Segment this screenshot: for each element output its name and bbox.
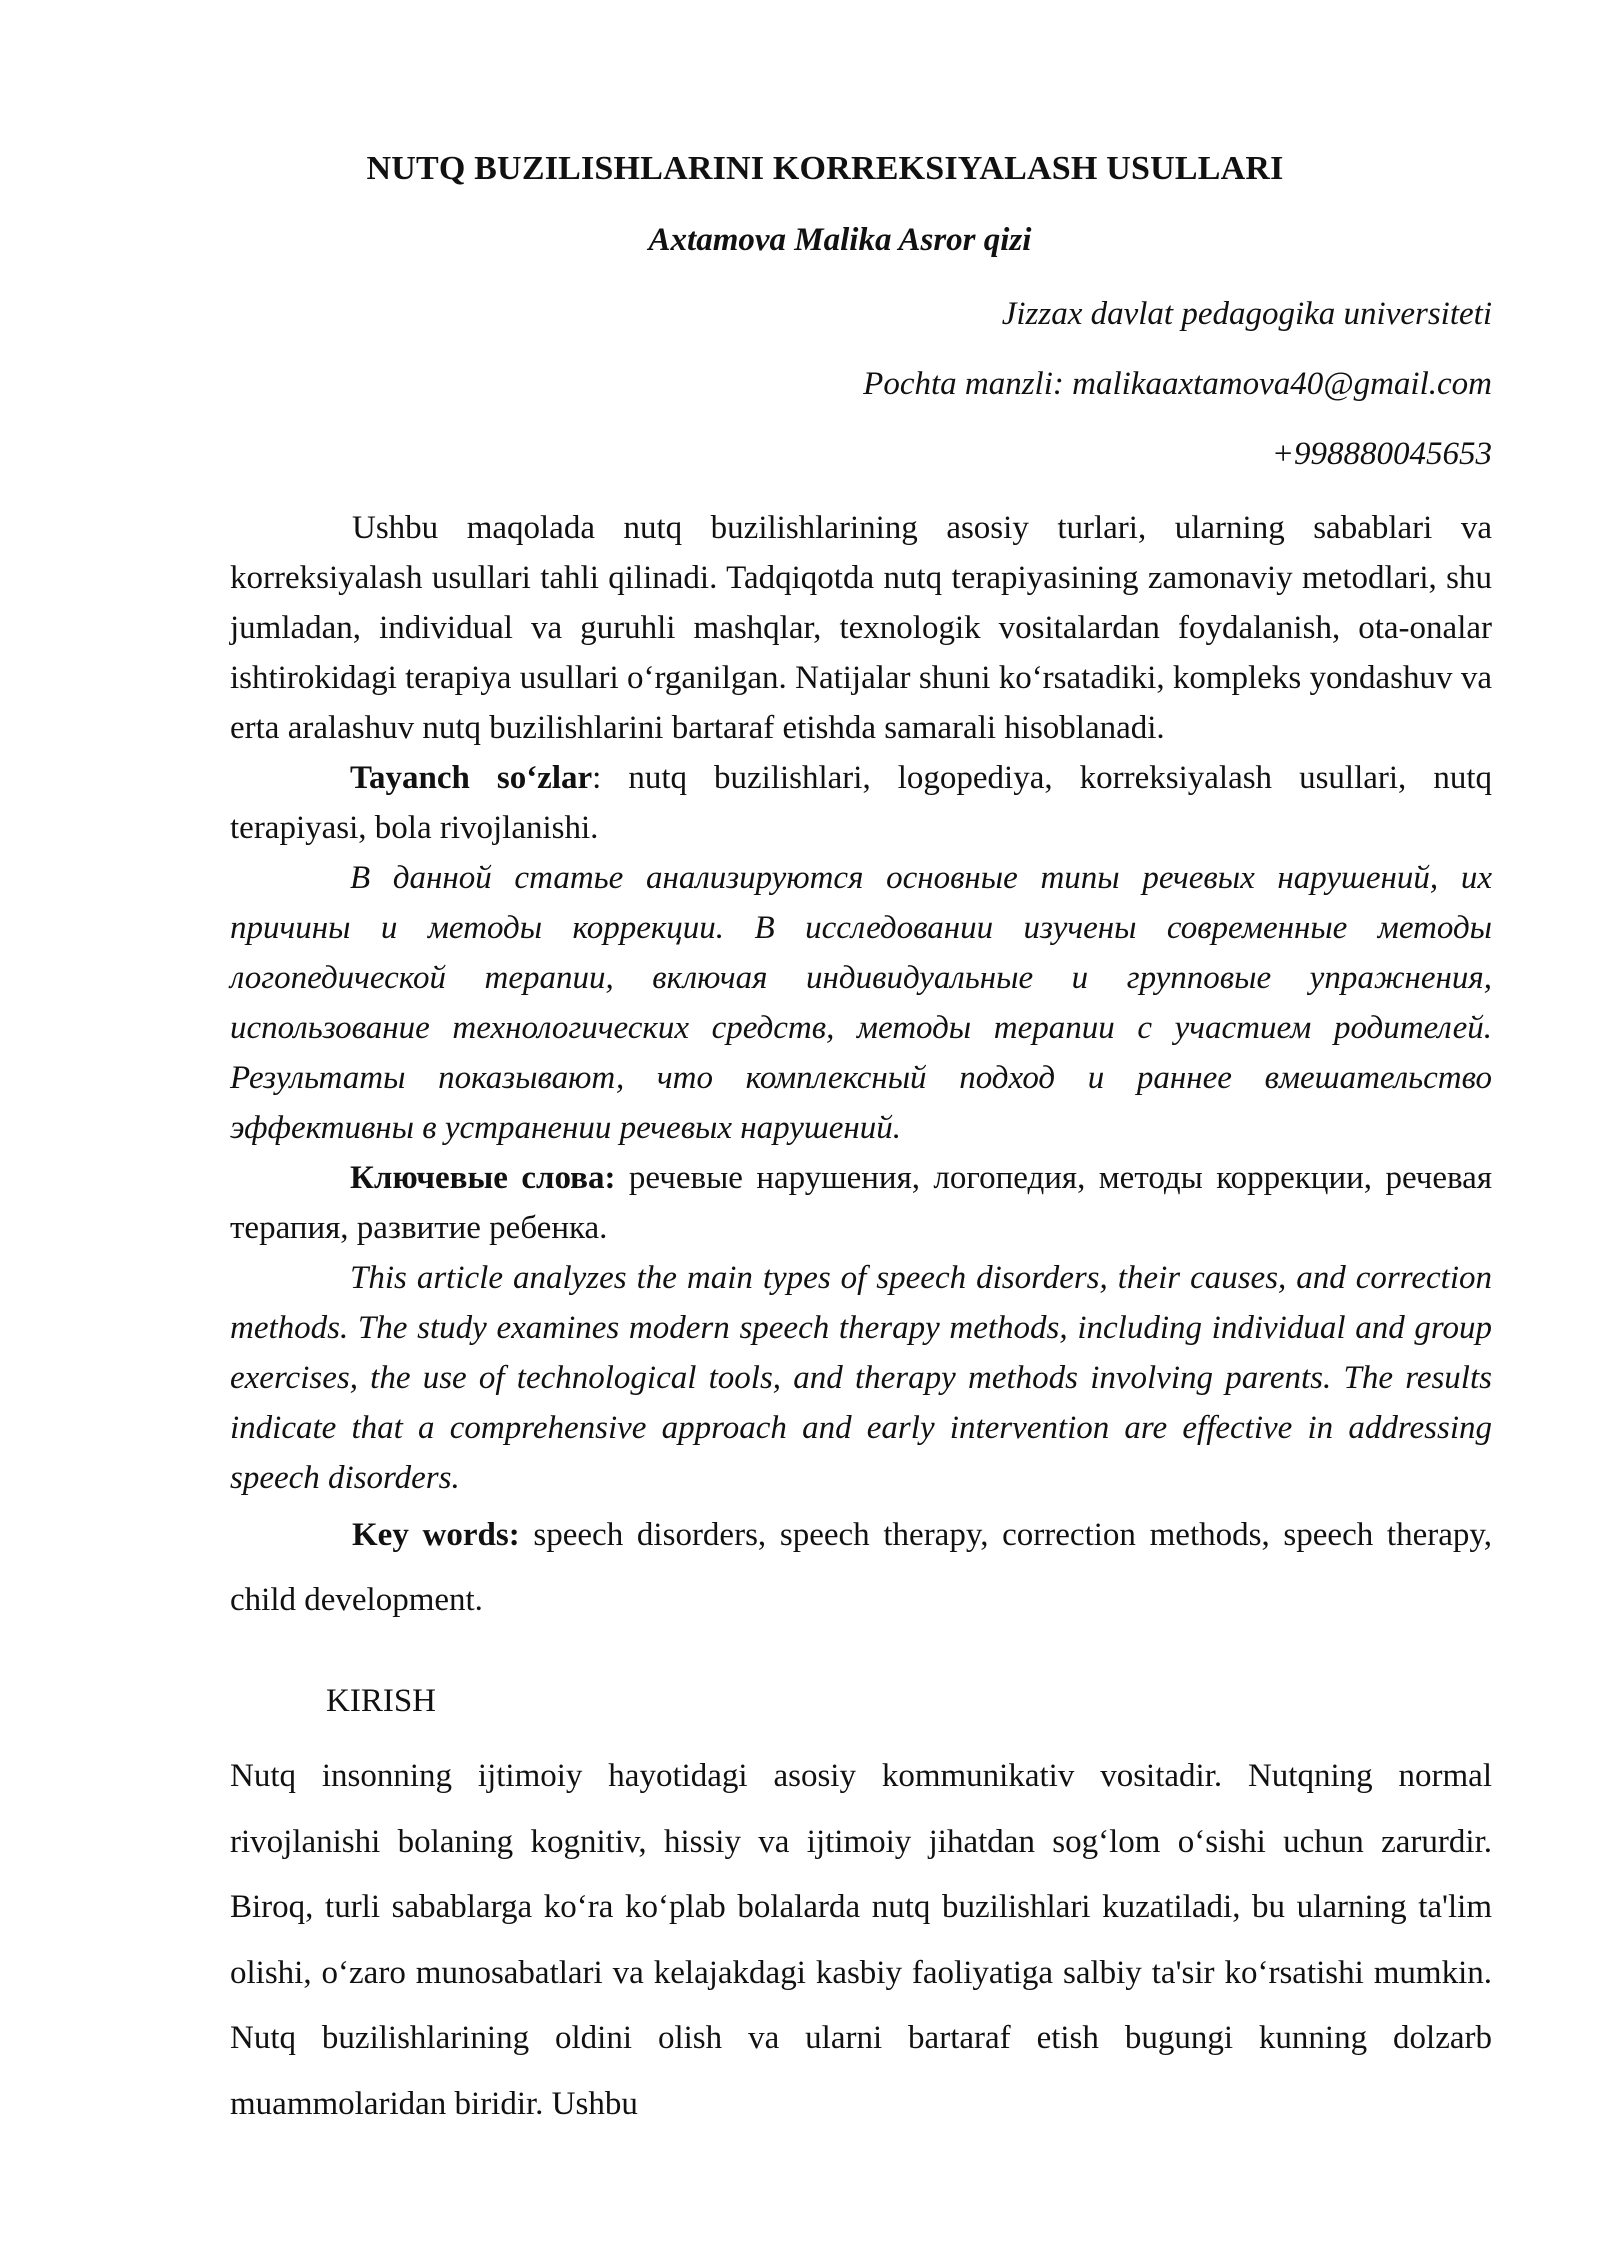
abstract-en: This article analyzes the main types of speech disorders, their causes, and correction methods. The study examines modern speech therapy methods, including individual and group exercises, the use of technological tools, and therapy methods involving parents. The results indicate that a comprehensive approach and early intervention are effective in addressing speech disorders.: [230, 1260, 1492, 1496]
keywords-ru: [230, 1153, 1492, 1253]
keywords-ru-text: речевые нарушения, логопедия, методы коррекции, речевая терапия, развитие ребенка.: [230, 1160, 1492, 1246]
abstract-ru: В данной статье анализируются основные типы речевых нарушений, их причины и методы коррекции. В исследовании изучены современные методы логопедической терапии, включая индивидуальные и групповые упражнения, использование технологических средств, методы терапии с участием родителей. Результаты показывают, что комплексный подход и раннее вмешательство эффективны в устранении речевых нарушений.: [230, 860, 1492, 1146]
affiliation-phone: +998880045653: [1271, 436, 1492, 472]
keywords-uz-text: : nutq buzilishlari, logopediya, korreksiyalash usullari, nutq terapiyasi, bola rivojlanishi.: [230, 760, 1492, 846]
paper-title: NUTQ BUZILISHLARINI KORREKSIYALASH USULLARI: [366, 150, 1284, 187]
keywords-en-text: speech disorders, speech therapy, correction methods, speech therapy, child development.: [230, 1517, 1492, 1618]
abstracts-section: [230, 503, 1492, 1633]
section-heading-kirish: KIRISH: [326, 1683, 437, 1719]
author-name: Axtamova Malika Asror qizi: [648, 222, 1032, 258]
keywords-en: [230, 1503, 1492, 1633]
intro-paragraph: Nutq insonning ijtimoiy hayotidagi asosiy kommunikativ vositadir. Nutqning normal rivojlanishi bolaning kognitiv, hissiy va ijtimoiy jihatdan sog‘lom o‘sishi uchun zarurdir. Biroq, turli sabablarga ko‘ra ko‘plab bolalarda nutq buzilishlari kuzatiladi, bu ularning ta'lim olishi, o‘zaro munosabatlari va kelajakdagi kasbiy faoliyatiga salbiy ta'sir ko‘rsatishi mumkin. Nutq buzilishlarining oldini olish va ularni bartaraf etish bugungi kunning dolzarb muammolaridan biridir. Ushbu: [230, 1758, 1492, 2122]
keywords-en-label: Key words:: [352, 1517, 520, 1553]
keywords-uz-label: Tayanch so‘zlar: [350, 760, 593, 796]
keywords-uz: [230, 753, 1492, 853]
keywords-ru-label: Ключевые слова:: [350, 1160, 616, 1196]
abstract-uz: Ushbu maqolada nutq buzilishlarining asosiy turlari, ularning sabablari va korreksiyalash usullari tahli qilinadi. Tadqiqotda nutq terapiyasining zamonaviy metodlari, shu jumladan, individual va guruhli mashqlar, texnologik vositalardan foydalanish, ota-onalar ishtirokidagi terapiya usullari o‘rganilgan. Natijalar shuni ko‘rsatadiki, kompleks yondashuv va erta aralashuv nutq buzilishlarini bartaraf etishda samarali hisoblanadi.: [230, 510, 1492, 746]
affiliation-email: Pochta manzli: malikaaxtamova40@gmail.com: [863, 366, 1492, 402]
affiliation-university: Jizzax davlat pedagogika universiteti: [1001, 296, 1492, 332]
